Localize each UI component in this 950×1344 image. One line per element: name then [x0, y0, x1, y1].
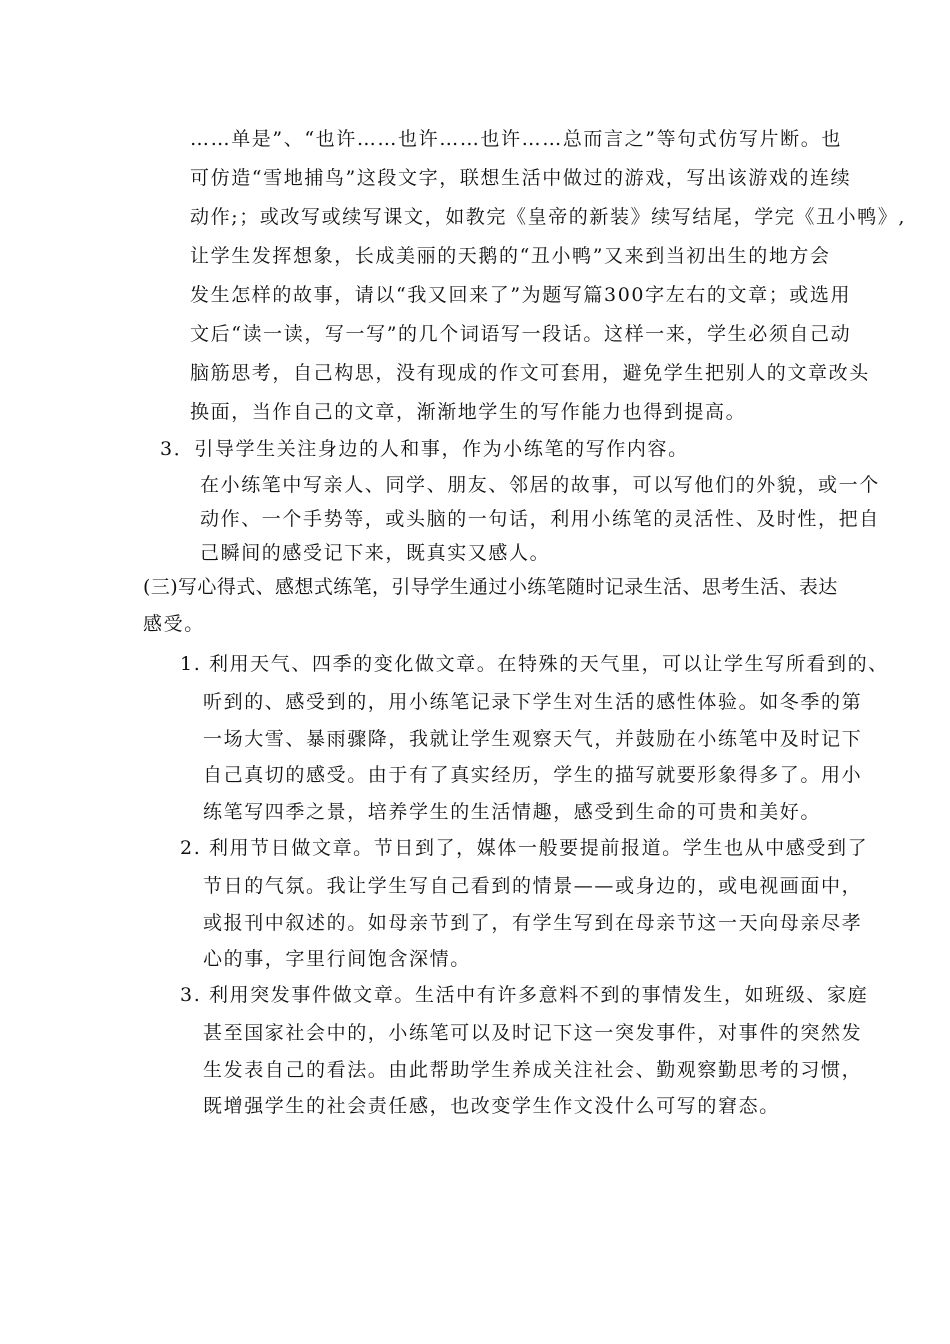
text-line: 动作;；或改写或续写课文，如教完《皇帝的新装》续写结尾，学完《丑小鸭》, — [190, 206, 907, 228]
text-line: 生发表自己的看法。由此帮助学生养成关注社会、勤观察勤思考的习惯， — [203, 1059, 863, 1081]
text-line: 可仿造“雪地捕鸟”这段文字，联想生活中做过的游戏，写出该游戏的连续 — [190, 167, 852, 189]
text-line: 让学生发挥想象，长成美丽的天鹅的“丑小鸭”又来到当初出生的地方会 — [190, 245, 831, 267]
text-line: 1. 利用天气、四季的变化做文章。在特殊的天气里，可以让学生写所看到的、 — [180, 653, 889, 675]
text-line: 心的事，字里行间饱含深情。 — [203, 948, 471, 970]
text-line: 文后“读一读，写一写”的几个词语写一段话。这样一来，学生必须自己动 — [190, 323, 852, 345]
text-line: 3. 利用突发事件做文章。生活中有许多意料不到的事情发生，如班级、家庭 — [180, 984, 869, 1006]
text-line: 节日的气氛。我让学生写自己看到的情景——或身边的，或电视画面中， — [203, 875, 863, 897]
item-heading: 3．引导学生关注身边的人和事，作为小练笔的写作内容。 — [160, 438, 689, 460]
text-line: 换面，当作自己的文章，渐渐地学生的写作能力也得到提高。 — [190, 401, 747, 423]
text-line: 发生怎样的故事，请以“我又回来了”为题写篇300字左右的文章；或选用 — [190, 284, 852, 306]
text-line: 自己真切的感受。由于有了真实经历，学生的描写就要形象得多了。用小 — [203, 764, 863, 786]
text-line: 己瞬间的感受记下来，既真实又感人。 — [200, 542, 551, 564]
text-line: 练笔写四季之景，培养学生的生活情趣，感受到生命的可贵和美好。 — [203, 801, 822, 823]
text-line: 甚至国家社会中的，小练笔可以及时记下这一突发事件，对事件的突然发 — [203, 1022, 863, 1044]
text-line: 或报刊中叙述的。如母亲节到了，有学生写到在母亲节这一天向母亲尽孝 — [203, 912, 863, 934]
text-line: ……单是”、“也许……也许……也许……总而言之”等句式仿写片断。也 — [190, 128, 842, 150]
section-heading-line: (三)写心得式、感想式练笔，引导学生通过小练笔随时记录生活、思考生活、表达 — [143, 576, 838, 598]
text-line: 2. 利用节日做文章。节日到了，媒体一般要提前报道。学生也从中感受到了 — [180, 837, 869, 859]
text-line: 既增强学生的社会责任感，也改变学生作文没什么可写的窘态。 — [203, 1095, 780, 1117]
text-line: 听到的、感受到的，用小练笔记录下学生对生活的感性体验。如冬季的第 — [203, 691, 863, 713]
section-heading-line: 感受。 — [143, 613, 205, 635]
text-line: 动作、一个手势等，或头脑的一句话，利用小练笔的灵活性、及时性，把自 — [200, 508, 880, 530]
text-line: 在小练笔中写亲人、同学、朋友、邻居的故事，可以写他们的外貌，或一个 — [200, 474, 880, 496]
text-line: 脑筋思考，自己构思，没有现成的作文可套用，避免学生把别人的文章改头 — [190, 362, 870, 384]
text-line: 一场大雪、暴雨骤降，我就让学生观察天气，并鼓励在小练笔中及时记下 — [203, 728, 863, 750]
